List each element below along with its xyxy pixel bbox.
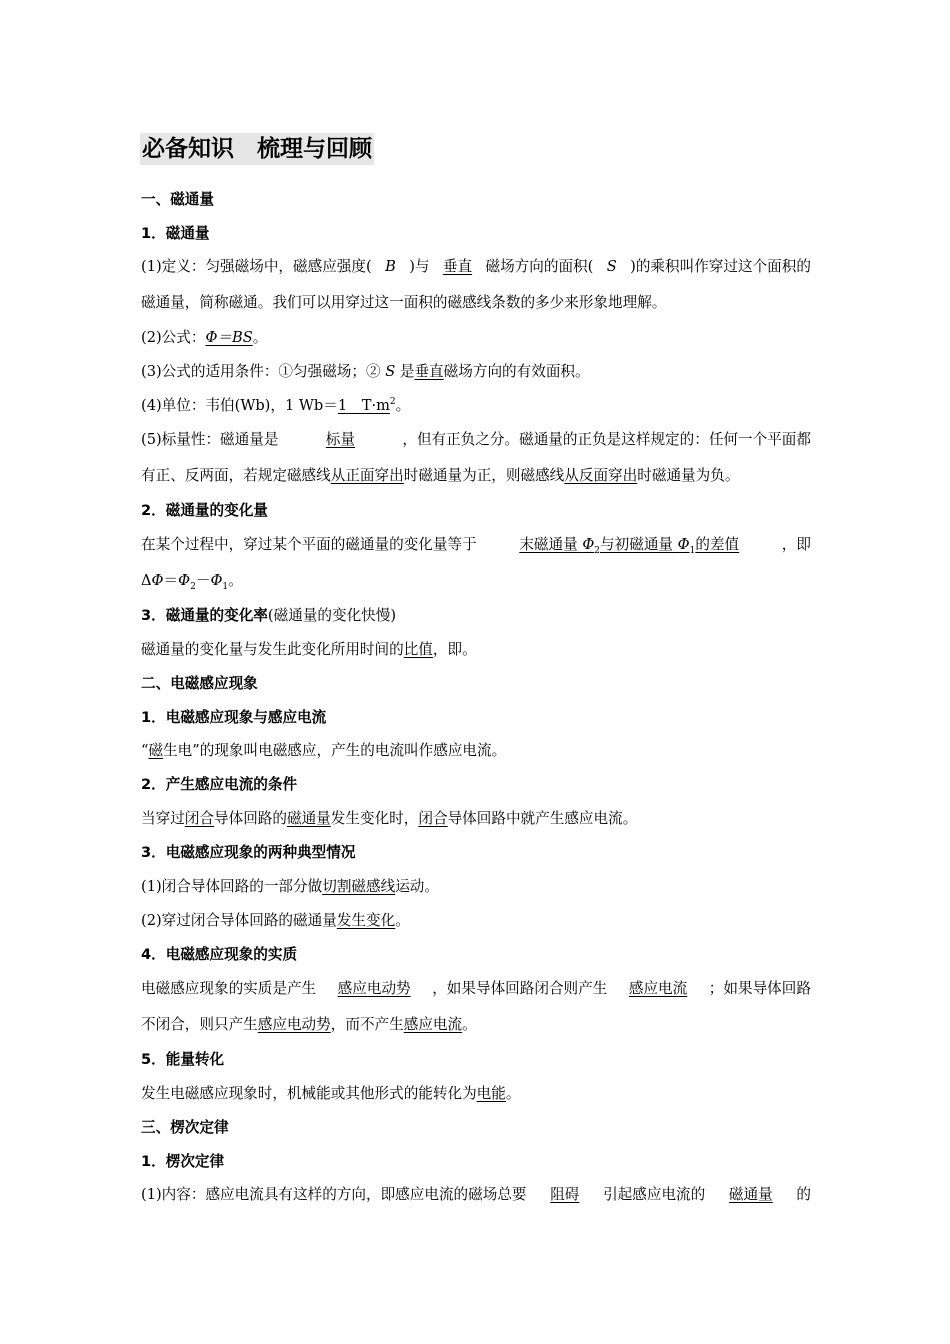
paragraph-case-2: (2)穿过闭合导体回路的磁通量发生变化。 xyxy=(141,912,410,929)
section-heading-2: 二、电磁感应现象 xyxy=(141,675,258,692)
paragraph-scalar-line2: 有正、反两面，若规定磁感线从正面穿出时磁通量为正，则磁感线从反面穿出时磁通量为负。 xyxy=(141,467,740,484)
paragraph-scalar-line1: (5)标量性：磁通量是 标量 ，但有正负之分。磁通量的正负是这样规定的：任何一个平面都 xyxy=(141,431,811,448)
subheading-1-3: 3．磁通量的变化率(磁通量的变化快慢) xyxy=(141,607,397,624)
subheading-1-2: 2．磁通量的变化量 xyxy=(141,502,268,519)
paragraph-essence-line1: 电磁感应现象的实质是产生 感应电动势 ，如果导体回路闭合则产生 感应电流 ；如果导体回路 xyxy=(141,980,811,997)
paragraph-rate: 磁通量的变化量与发生此变化所用时间的比值，即。 xyxy=(141,641,477,658)
paragraph-definition-line1: (1)定义：匀强磁场中，磁感应强度( B )与 垂直 磁场方向的面积( S )的乘积叫作穿过这个面积的 xyxy=(141,258,811,275)
section-heading-1: 一、磁通量 xyxy=(141,191,214,208)
subheading-3-1: 1．楞次定律 xyxy=(141,1153,225,1170)
subheading-2-3: 3．电磁感应现象的两种典型情况 xyxy=(141,844,356,861)
paragraph-formula: (2)公式：Φ＝BS。 xyxy=(141,329,268,346)
paragraph-change-formula: $\Delta\Phi=\Phi_2-\Phi_1$。 xyxy=(141,572,243,592)
paragraph-case-1: (1)闭合导体回路的一部分做切割磁感线运动。 xyxy=(141,878,439,895)
section-heading-3: 三、楞次定律 xyxy=(141,1119,229,1136)
subheading-2-2: 2．产生感应电流的条件 xyxy=(141,776,298,793)
paragraph-condition: (3)公式的适用条件：①匀强磁场；② S 是垂直磁场方向的有效面积。 xyxy=(141,363,590,380)
paragraph-lenz-line1: (1)内容：感应电流具有这样的方向，即感应电流的磁场总要 阻碍 引起感应电流的 磁通量 的 xyxy=(141,1186,811,1203)
subheading-2-5: 5．能量转化 xyxy=(141,1051,225,1068)
subheading-2-4: 4．电磁感应现象的实质 xyxy=(141,946,298,963)
subheading-1-1: 1．磁通量 xyxy=(141,225,210,242)
paragraph-unit: (4)单位：韦伯(Wb)，1 Wb＝1 $T\cdot m^2$。 xyxy=(141,397,411,414)
paragraph-induction: “磁生电”的现象叫电磁感应，产生的电流叫作感应电流。 xyxy=(141,742,507,759)
page-title: 必备知识 梳理与回顾 xyxy=(140,133,374,165)
paragraph-energy: 发生电磁感应现象时，机械能或其他形式的能转化为电能。 xyxy=(141,1085,521,1102)
paragraph-definition-line2: 磁通量，简称磁通。我们可以用穿过这一面积的磁感线条数的多少来形象地理解。 xyxy=(141,294,667,311)
paragraph-change-line1: 在某个过程中，穿过某个平面的磁通量的变化量等于 末磁通量 $\Phi_2$与初磁通量 $\Phi_1$的差值 ，即 xyxy=(141,536,811,556)
subheading-2-1: 1．电磁感应现象与感应电流 xyxy=(141,709,327,726)
paragraph-essence-line2: 不闭合，则只产生感应电动势，而不产生感应电流。 xyxy=(141,1016,477,1033)
paragraph-condition-current: 当穿过闭合导体回路的磁通量发生变化时，闭合导体回路中就产生感应电流。 xyxy=(141,810,638,827)
